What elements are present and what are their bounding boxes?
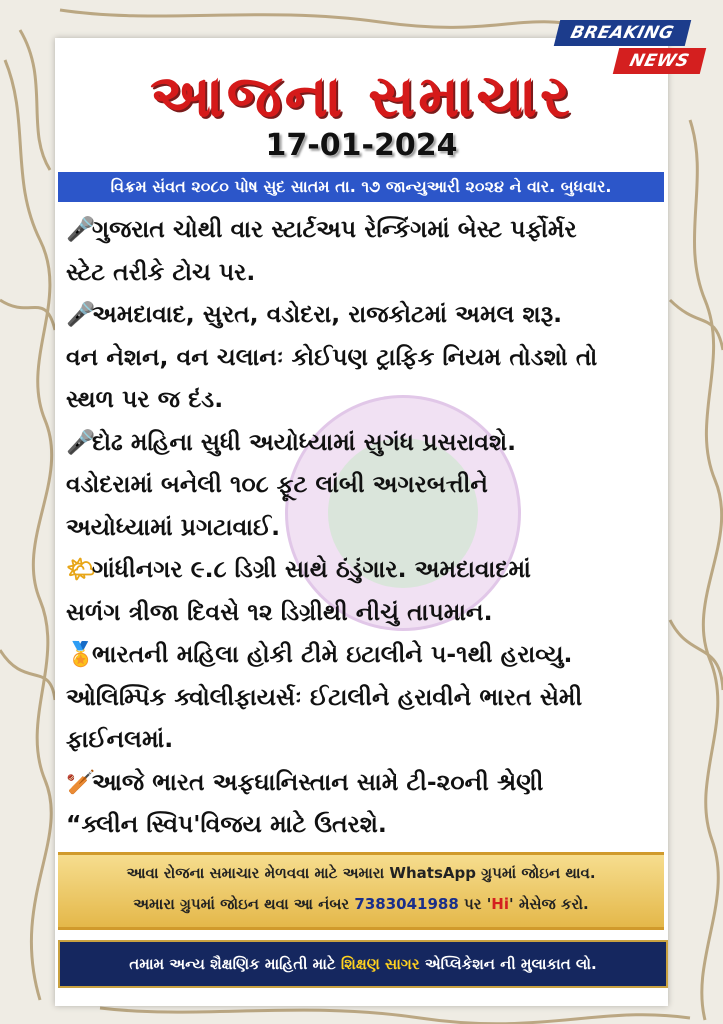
news-item bbox=[66, 548, 666, 633]
news-line: ઓલિમ્પિક ક્વોલીફાયર્સઃ ઈટાલીને હરાવીને ભારત સેમી bbox=[66, 682, 583, 711]
whatsapp-promo-banner bbox=[58, 852, 664, 930]
date-label: 17-01-2024 bbox=[265, 128, 458, 163]
news-line: ફાઈનલમાં. bbox=[66, 725, 174, 753]
news-item bbox=[66, 293, 666, 421]
news-line: 🎤ગુજરાત ચોથી વાર સ્ટાર્ટઅપ રેન્કિંગમાં બેસ્ટ પર્ફોર્મર bbox=[66, 208, 666, 251]
promo-line-2: અમારા ગ્રુપમાં જોઇન થવા આ નંબર 7383041988 પર 'Hi' મેસેજ કરો. bbox=[133, 895, 589, 913]
news-line: 🏅ભારતની મહિલા હોકી ટીમે ઇટાલીને ૫-૧થી હરાવ્યુ. bbox=[66, 633, 666, 676]
news-line: સળંગ ત્રીજા દિવસે ૧૨ ડિગ્રીથી નીચું તાપમાન. bbox=[66, 597, 493, 626]
news-item bbox=[66, 633, 666, 761]
page-title: આજના સમાચાર bbox=[150, 62, 573, 130]
medal-icon: 🏅 bbox=[66, 640, 96, 668]
news-line: વન નેશન, વન ચલાનઃ કોઈપણ ટ્રાફિક નિયમ તોડશો તો bbox=[66, 342, 598, 371]
samvat-bar: વિક્રમ સંવત ૨૦૮૦ પોષ સુદ સાતમ તા. ૧૭ જાન્યુઆરી ૨૦૨૪ ને વાર. બુધવાર. bbox=[58, 172, 664, 202]
news-item bbox=[66, 208, 666, 293]
app-footer-banner: તમામ અન્ય શૈક્ષણિક માહિતી માટે શિક્ષણ સાગર એપ્લિકેશન ની મુલાકાત લો. bbox=[58, 940, 668, 988]
phone-number: 7383041988 bbox=[354, 895, 459, 913]
news-line: “ક્લીન સ્વિપ'વિજય માટે ઉતરશે. bbox=[66, 810, 387, 838]
cricket-bat-icon: 🏏 bbox=[66, 767, 96, 796]
promo-line-1: આવા રોજના સમાચાર મેળવવા માટે અમારા WhatsApp ગ્રુપમાં જોઇન થાવ. bbox=[126, 864, 596, 882]
news-item bbox=[66, 421, 666, 549]
news-line: સ્ટેટ તરીકે ટોચ પર. bbox=[66, 257, 256, 286]
news-item bbox=[66, 761, 666, 846]
news-line: સ્થળ પર જ દંડ. bbox=[66, 385, 224, 413]
news-line: 🏏આજે ભારત અફઘાનિસ્તાન સામે ટી-૨૦ની શ્રેણી bbox=[66, 761, 666, 804]
news-list bbox=[66, 208, 666, 846]
news-line: 🎤દોઢ મહિના સુધી અયોધ્યામાં સુગંધ પ્રસરાવશે. bbox=[66, 421, 666, 464]
microphone-icon: 🎤 bbox=[66, 300, 96, 328]
news-line: વડોદરામાં બનેલી ૧૦૮ ફૂટ લાંબી અગરબત્તીને bbox=[66, 470, 488, 498]
hi-keyword: Hi bbox=[491, 895, 509, 913]
sun-cloud-icon: 🌤 bbox=[66, 555, 96, 583]
news-label: NEWS bbox=[613, 48, 706, 74]
news-line: અયોધ્યામાં પ્રગટાવાઈ. bbox=[66, 512, 281, 541]
microphone-icon: 🎤 bbox=[66, 427, 96, 456]
microphone-icon: 🎤 bbox=[66, 215, 96, 243]
app-name: શિક્ષણ સાગર bbox=[340, 955, 420, 973]
news-line: 🎤અમદાવાદ, સુરત, વડોદરા, રાજકોટમાં અમલ શરૂ. bbox=[66, 293, 666, 336]
news-line: 🌤ગાંધીનગર ૯.૮ ડિગ્રી સાથે ઠંડુંગાર. અમદાવાદમાં bbox=[66, 548, 666, 591]
breaking-label: BREAKING bbox=[553, 20, 690, 46]
